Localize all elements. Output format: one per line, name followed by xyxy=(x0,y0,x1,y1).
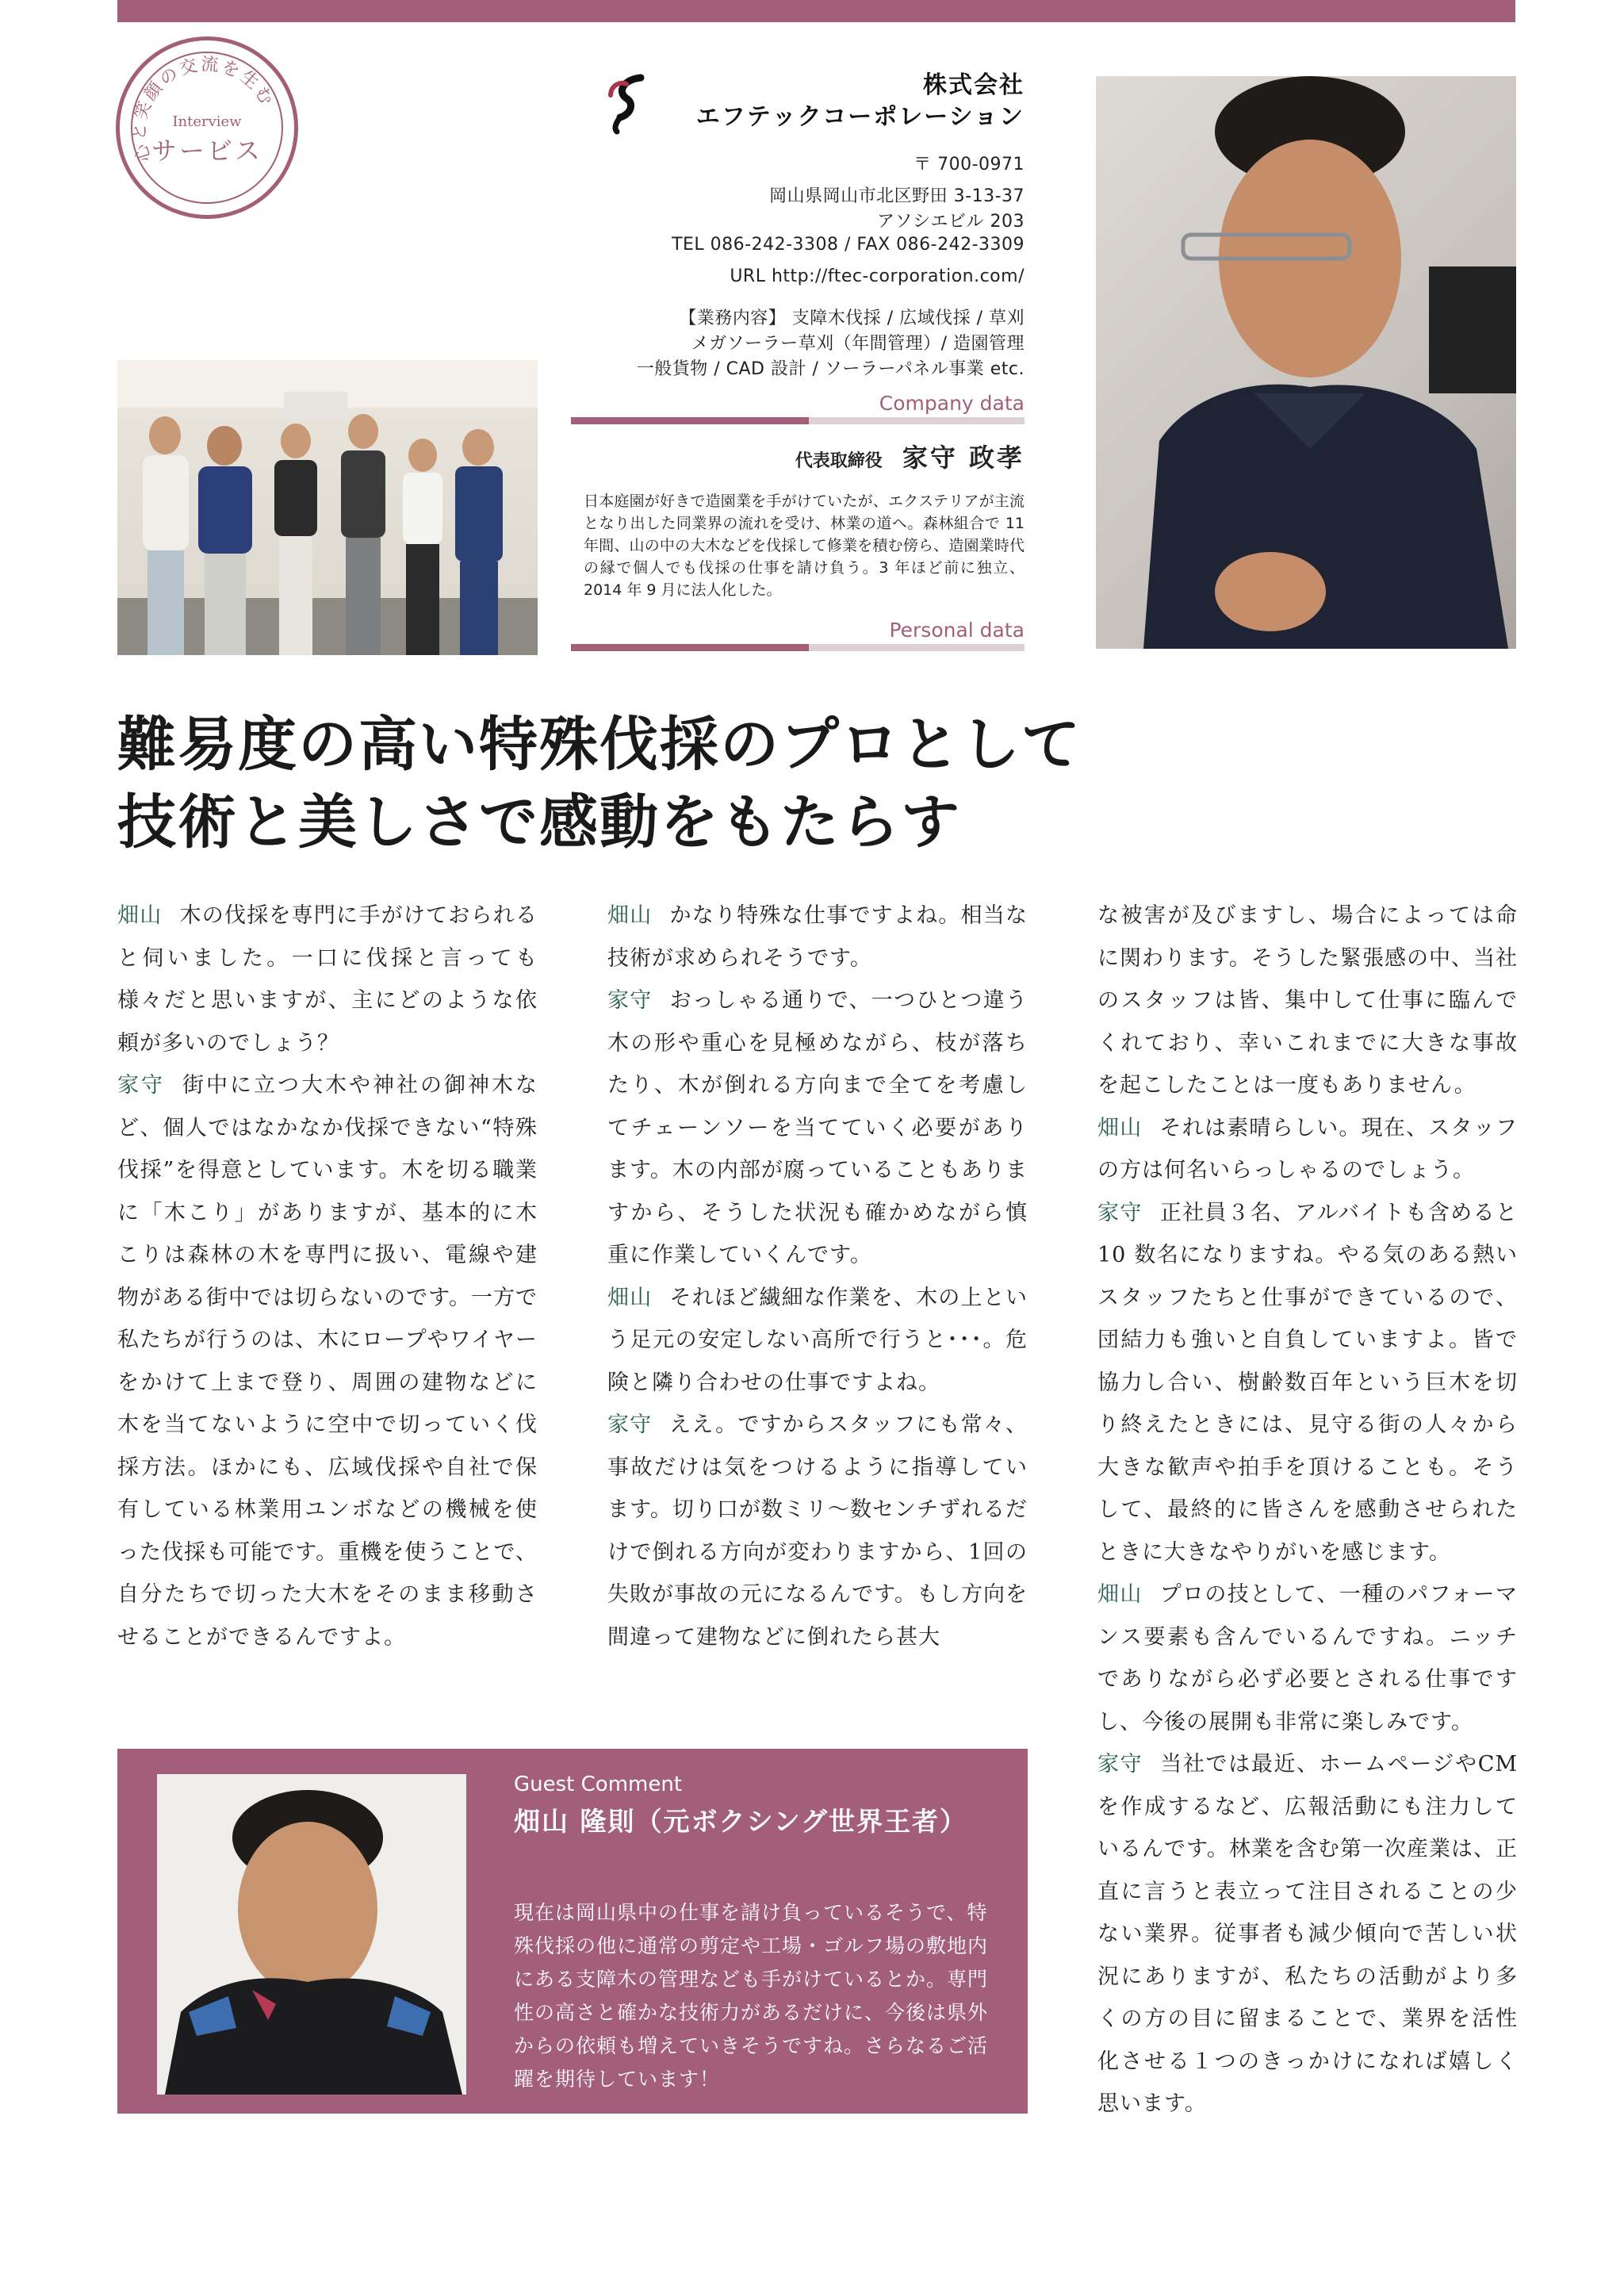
company-name xyxy=(666,70,1025,133)
company-logo-icon xyxy=(599,71,663,135)
company-address1: 岡山県岡山市北区野田 3-13-37 xyxy=(769,186,1025,206)
stamp-label-jp: サービス xyxy=(151,136,262,166)
representative-title: 代表取締役 xyxy=(795,451,883,471)
speaker-label: 家守 xyxy=(117,1073,165,1098)
top-accent-bar xyxy=(117,0,1515,22)
dialogue-text: 木の伐採を専門に手がけておられると伺いました。一口に伐採と言っても様々だと思いますが、主にどのような依頼が多いのでしょう？ xyxy=(117,903,538,1056)
article-column-2 xyxy=(607,895,1028,1658)
guest-comment-text: 現在は岡山県中の仕事を請け負っているそうで、特殊伐採の他に通常の剪定や工場・ゴルフ場の敷地内にある支障木の管理なども手がけているとか。専門性の高さと確かな技術力があるだけに、今後は県外からの依頼も増えていきそうですね。さらなるご活躍を期待しています！ xyxy=(514,1901,989,2091)
company-business-line3: 一般貨物 / CAD 設計 / ソーラーパネル事業 etc. xyxy=(636,359,1025,379)
dialogue-text: かなり特殊な仕事ですよね。相当な技術が求められそうです。 xyxy=(607,903,1028,971)
dialogue-paragraph xyxy=(1097,1192,1518,1574)
headline-line1: 難易度の高い特殊伐採のプロとして xyxy=(117,711,1082,779)
ceo-portrait-photo xyxy=(1096,76,1516,649)
article-headline xyxy=(117,706,1148,861)
speaker-label: 畑山 xyxy=(1097,1115,1143,1140)
personal-data-label: Personal data xyxy=(889,619,1025,642)
company-data-rule xyxy=(571,417,1025,424)
company-name-line1: 株式会社 xyxy=(923,71,1025,99)
dialogue-paragraph xyxy=(1097,1573,1518,1743)
staff-group-illustration xyxy=(117,360,538,655)
dialogue-paragraph xyxy=(607,1277,1028,1405)
dialogue-text: おっしゃる通りで、一つひとつ違う木の形や重心を見極めながら、枝が落ちたり、木が倒れる方向まで全てを考慮してチェーンソーを当てていく必要があります。木の内部が腐っていることもありますから、そうした状況も確かめながら慎重に作業していくんです。 xyxy=(607,988,1028,1267)
speaker-label: 家守 xyxy=(1097,1200,1143,1225)
speaker-label: 家守 xyxy=(607,988,653,1013)
company-data-label: Company data xyxy=(879,392,1025,415)
dialogue-text: 正社員３名、アルバイトも含めると 10 数名になりますね。やる気のある熱いスタッフたちと仕事ができているので、団結力も強いと自負していますよ。皆で協力し合い、樹齢数百年という巨木を切り終えたときには、見守る街の人々から大きな歓声や拍手を頂けることも。そうして、最終的に皆さんを感動させられたときに大きなやりがいを感じます。 xyxy=(1097,1200,1519,1565)
speaker-label: 畑山 xyxy=(117,903,163,928)
stamp-label-en: Interview xyxy=(172,113,242,130)
speaker-label: 畑山 xyxy=(607,903,653,928)
speaker-label: 家守 xyxy=(1097,1752,1143,1777)
speaker-label: 家守 xyxy=(607,1412,653,1437)
stamp-ring-text: 心と笑顔の交流を生む xyxy=(129,55,278,165)
article-column-1 xyxy=(117,895,538,1658)
interview-stamp xyxy=(116,36,298,219)
company-url: URL http://ftec-corporation.com/ xyxy=(730,266,1025,286)
guest-comment-box xyxy=(117,1749,1028,2114)
dialogue-text: ええ。ですからスタッフにも常々、事故だけは気をつけるように指導しています。切り口が数ミリ〜数センチずれるだけで倒れる方向が変わりますから、1回の失敗が事故の元になるんです。もし方向を間違って建物などに倒れたら甚大 xyxy=(607,1412,1028,1650)
company-address2: アソシエビル 203 xyxy=(877,212,1025,232)
headline-line2: 技術と美しさで感動をもたらす xyxy=(117,788,961,857)
company-postal: 〒 700-0971 xyxy=(914,155,1025,174)
guest-portrait-illustration xyxy=(157,1774,466,2095)
company-business-line2: メガソーラー草刈（年間管理）/ 造園管理 xyxy=(691,334,1025,354)
guest-comment-label: Guest Comment xyxy=(514,1773,683,1796)
dialogue-text: な被害が及びますし、場合によっては命に関わります。そうした緊張感の中、当社のスタッフは皆、集中して仕事に臨んでくれており、幸いこれまでに大きな事故を起こしたことは一度もありません。 xyxy=(1097,903,1518,1098)
guest-portrait-photo xyxy=(157,1774,466,2095)
article-column-3 xyxy=(1097,895,1518,2125)
company-name-line2: エフテックコーポレーション xyxy=(695,103,1025,131)
dialogue-paragraph xyxy=(117,895,538,1064)
dialogue-paragraph xyxy=(607,1404,1028,1658)
dialogue-text: プロの技として、一種のパフォーマンス要素も含んでいるんですね。ニッチでありながら必ず必要とされる仕事ですし、今後の展開も非常に楽しみです。 xyxy=(1097,1582,1519,1734)
company-tel-fax: TEL 086-242-3308 / FAX 086-242-3309 xyxy=(672,235,1025,255)
dialogue-paragraph xyxy=(1097,1107,1518,1192)
dialogue-paragraph xyxy=(1097,1743,1518,2125)
personal-data-rule xyxy=(571,644,1025,651)
representative-line xyxy=(571,438,1025,474)
dialogue-text: 街中に立つ大木や神社の御神木など、個人ではなかなか伐採できない“特殊伐採”を得意としています。木を切る職業に「木こり」がありますが、基本的に木こりは森林の木を専門に扱い、電線や建物がある街中では切らないのです。一方で私たちが行うのは、木にロープやワイヤーをかけて上まで登り、周囲の建物などに木を当てないように空中で切っていく伐採方法。ほかにも、広域伐採や自社で保有している林業用ユンボなどの機械を使った伐採も可能です。重機を使うことで、自分たちで切った大木をそのまま移動させることができるんですよ。 xyxy=(117,1073,538,1650)
company-business-line1: 【業務内容】 支障木伐採 / 広域伐採 / 草刈 xyxy=(679,309,1025,328)
dialogue-paragraph xyxy=(1097,895,1518,1107)
representative-profile: 日本庭園が好きで造園業を手がけていたが、エクステリアが主流となり出した同業界の流れを受け、林業の道へ。森林組合で 11 年間、山の中の大木などを伐採して修業を積む傍ら、造園業時代の縁で個人でも伐採の仕事を請け負う。3 年ほど前に独立、2014 年 9 月に法人化した。 xyxy=(584,493,1025,599)
dialogue-paragraph xyxy=(607,979,1028,1277)
guest-name: 畑山 隆則（元ボクシング世界王者） xyxy=(514,1806,968,1837)
dialogue-text: それは素晴らしい。現在、スタッフの方は何名いらっしゃるのでしょう。 xyxy=(1097,1115,1519,1182)
dialogue-paragraph xyxy=(117,1064,538,1658)
dialogue-paragraph xyxy=(607,895,1028,979)
dialogue-text: 当社では最近、ホームページやCMを作成するなど、広報活動にも注力しているんです。林業を含む第一次産業は、正直に言うと表立って注目されることの少ない業界。従事者も減少傾向で苦しい状況にありますが、私たちの活動がより多くの方の目に留まることで、業界を活性化させる１つのきっかけになれば嬉しく思います。 xyxy=(1097,1752,1519,2116)
speaker-label: 畑山 xyxy=(607,1285,653,1310)
staff-group-photo xyxy=(117,360,538,655)
dialogue-text: それほど繊細な作業を、木の上という足元の安定しない高所で行うと･･･。危険と隣り合わせの仕事ですよね。 xyxy=(607,1285,1028,1395)
ceo-portrait-illustration xyxy=(1096,76,1516,649)
speaker-label: 畑山 xyxy=(1097,1582,1143,1607)
representative-name: 家守 政孝 xyxy=(902,443,1025,473)
